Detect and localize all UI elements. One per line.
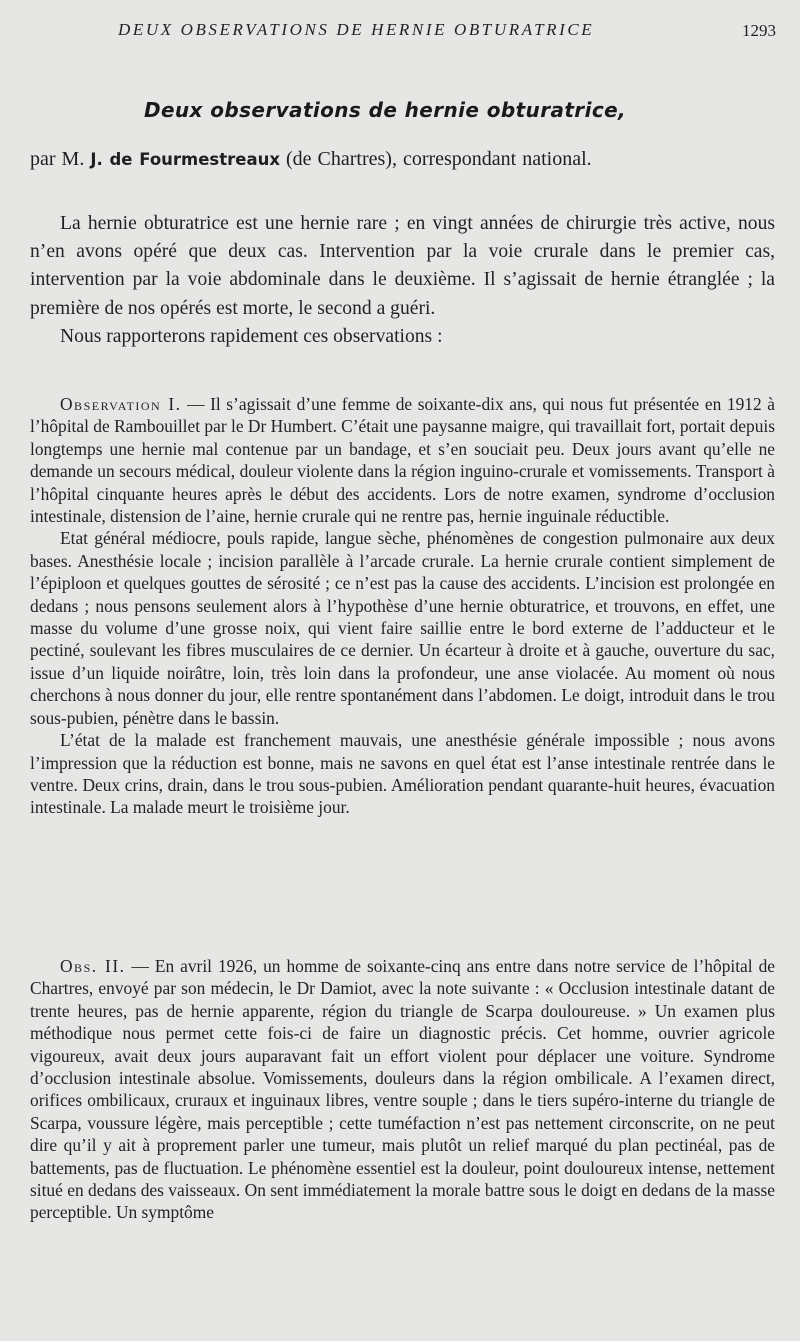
observation-label: Obs. II.	[60, 956, 126, 976]
observation-text: — Il s’agissait d’une femme de soixante-dix ans, qui nous fut présentée en 1912 à l’hôpital de Rambouillet par le Dr Humbert. C’était une paysanne maigre, qui travaillait fort, portait depuis longtemps une hernie mal contenue par un bandage, et s’en souciait peu. Deux jours avant qu’elle ne demande un secours médical, douleur violente dans la région inguino-crurale et vomissements. Transport à l’hôpital cinquante heures après le début des accidents. Lors de notre examen, syndrome d’occlusion intestinale, distension de l’aine, hernie crurale qui ne rentre pas, hernie inguinale réductible.	[30, 394, 775, 527]
running-head	[0, 20, 800, 46]
byline	[30, 148, 770, 171]
observation-paragraph: L’état de la malade est franchement mauvais, une anesthésie générale impossible ; nous avons l’impression que la réduction est bonne, mais ne savons en quel état est l’anse intestinale rentrée dans le ventre. Deux crins, drain, dans le trou sous-pubien. Amélioration pendant quarante-huit heures, évacuation intestinale. La malade meurt le troisième jour.	[30, 730, 775, 818]
observation-text: — En avril 1926, un homme de soixante-cinq ans entre dans notre service de l’hôpital de Chartres, envoyé par son médecin, le Dr Damiot, avec la note suivante : « Occlusion intestinale datant de trente heures, pas de hernie apparente, région du triangle de Scarpa douloureuse. » Un examen plus méthodique nous permet cette fois-ci de faire un diagnostic précis. Cet homme, ouvrier agricole vigoureux, avait deux jours auparavant fait un effort violent pour déplacer une voiture. Syndrome d’occlusion intestinale absolue. Vomissements, douleurs dans la région ombilicale. A l’examen direct, orifices ombilicaux, cruraux et inguinaux libres, ventre souple ; dans le tiers supéro-interne du triangle de Scarpa, voussure légère, mais perceptible ; cette tuméfaction n’est pas nettement circonscrite, on ne peut dire qu’il y ait à proprement parler une tumeur, mais plutôt un relief marqué du plan pectinéal, pas de battements, pas de fluctuation. Le phénomène essentiel est la douleur, point douloureux intense, nettement situé en dedans des vaisseaux. On sent immédiatement la morale battre sous le doigt en dedans de la masse perceptible. Un symptôme	[30, 956, 775, 1223]
observation-paragraph	[30, 393, 775, 527]
introduction	[30, 210, 775, 351]
observation-paragraph: Etat général médiocre, pouls rapide, langue sèche, phénomènes de congestion pulmonaire aux deux bases. Anesthésie locale ; incision parallèle à l’arcade crurale. La hernie crurale contient simplement de l’épiploon et quelques gouttes de sérosité ; ce n’est pas la cause des accidents. L’incision est prolongée en dedans ; nous pensons seulement alors à l’hypothèse d’une hernie obturatrice, et trouvons, en effet, une masse du volume d’une grosse noix, qui vient faire saillie entre le bord externe de l’adducteur et le pectiné, soulevant les fibres musculaires de ce dernier. Un écarteur à droite et à gauche, ouverture du sac, issue d’un liquide noirâtre, loin, très loin dans la profondeur, une anse violacée. Au moment où nous cherchons à nous donner du jour, elle rentre spontanément dans l’abdomen. Le doigt, introduit dans le trou sous-pubien, pénètre dans le bassin.	[30, 528, 775, 728]
observation-2	[30, 955, 775, 1224]
observation-label: Observation I.	[60, 394, 182, 414]
intro-paragraph: La hernie obturatrice est une hernie rare ; en vingt années de chirurgie très active, nous n’en avons opéré que deux cas. Intervention par la voie crurale dans le premier cas, intervention par la voie abdominale dans le deuxième. Il s’agissait de hernie étranglée ; la première de nos opérés est morte, le second a guéri.	[30, 213, 775, 319]
observation-1	[30, 393, 775, 819]
article-title: Deux observations de hernie obturatrice,	[143, 98, 627, 122]
running-title: DEUX OBSERVATIONS DE HERNIE OBTURATRICE	[118, 20, 595, 39]
intro-paragraph: Nous rapporterons rapidement ces observations :	[60, 325, 443, 347]
observation-paragraph	[30, 955, 775, 1224]
byline-suffix: (de Chartres), correspondant national.	[280, 148, 592, 170]
page-number: 1293	[742, 21, 776, 40]
byline-prefix: par M.	[30, 148, 91, 170]
author-name: J. de Fourmestreaux	[90, 150, 280, 169]
